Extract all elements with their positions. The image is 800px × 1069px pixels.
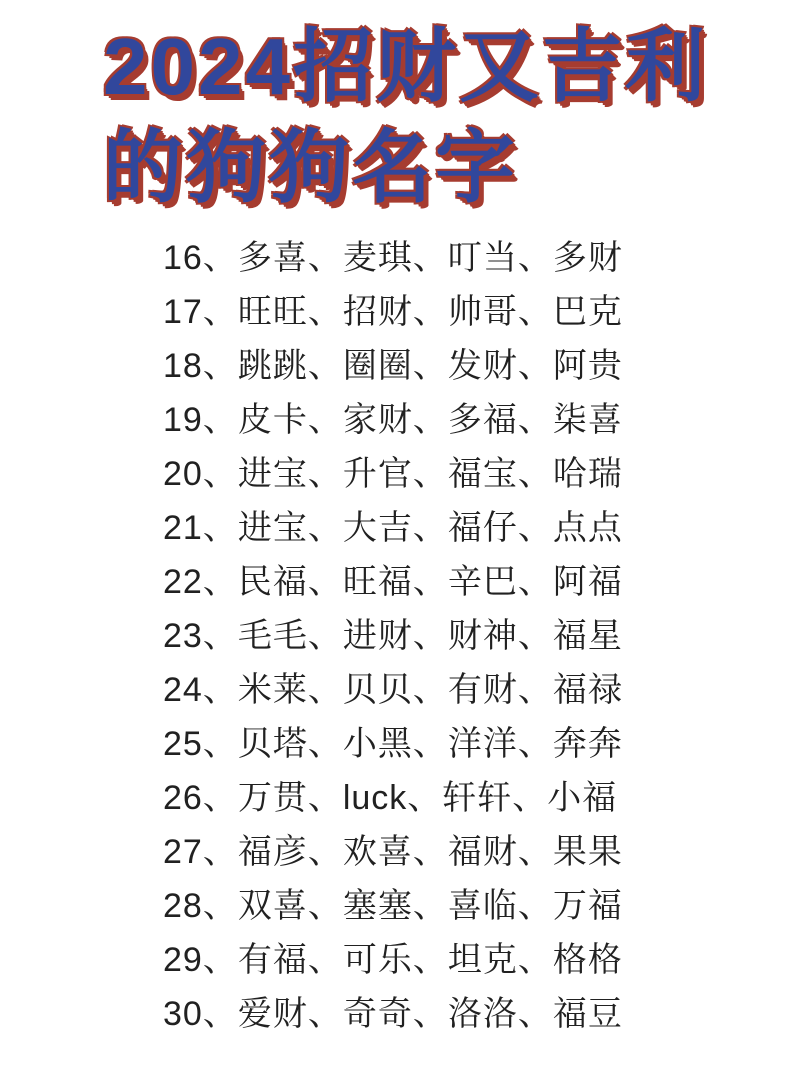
- page-title-line2: 的狗狗名字: [103, 123, 518, 212]
- list-item: 29、有福、可乐、坦克、格格: [163, 941, 623, 979]
- list-item: 20、进宝、升官、福宝、哈瑞: [163, 455, 623, 493]
- list-item: 30、爱财、奇奇、洛洛、福豆: [163, 995, 623, 1033]
- list-item: 28、双喜、塞塞、喜临、万福: [163, 887, 623, 925]
- list-item: 22、民福、旺福、辛巴、阿福: [163, 563, 623, 601]
- list-item: 21、进宝、大吉、福仔、点点: [163, 509, 623, 547]
- list-item: 24、米莱、贝贝、有财、福禄: [163, 671, 623, 709]
- list-item: 17、旺旺、招财、帅哥、巴克: [163, 293, 623, 331]
- list-item: 26、万贯、luck、轩轩、小福: [163, 779, 618, 817]
- list-item: 16、多喜、麦琪、叮当、多财: [163, 239, 623, 277]
- list-item: 19、皮卡、家财、多福、柒喜: [163, 401, 623, 439]
- page-title-line1: 2024招财又吉利: [103, 22, 708, 111]
- page-title: [103, 16, 708, 218]
- list-item: 18、跳跳、圈圈、发财、阿贵: [163, 347, 623, 385]
- list-item: 23、毛毛、进财、财神、福星: [163, 617, 623, 655]
- list-item: 27、福彦、欢喜、福财、果果: [163, 833, 623, 871]
- dog-name-list: [163, 231, 723, 1041]
- list-item: 25、贝塔、小黑、洋洋、奔奔: [163, 725, 623, 763]
